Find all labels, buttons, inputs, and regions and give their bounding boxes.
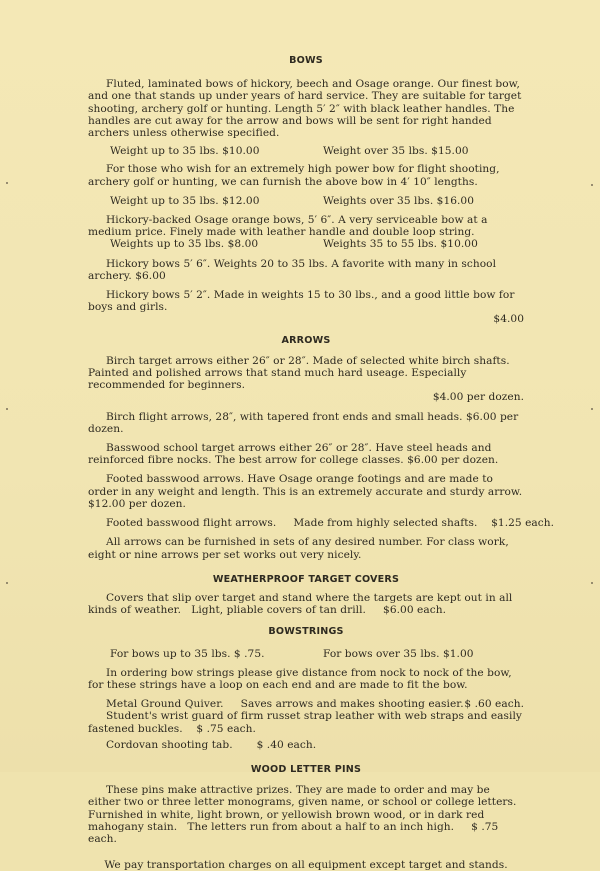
bowstrings-price-heavy: For bows over 35 lbs. $1.00 [323, 647, 474, 660]
bowstrings-price-row [88, 648, 524, 660]
quiver-text: Metal Ground Quiver. Saves arrows and makes shooting easier. [106, 698, 464, 711]
arrows-heading: ARROWS [281, 334, 331, 346]
bows-osage-price-heavy: Weights 35 to 55 lbs. $10.00 [323, 238, 478, 251]
paper-speck [591, 582, 593, 584]
bows-price-row-3 [88, 238, 524, 250]
catalog-text [88, 52, 555, 871]
paper-speck [6, 582, 8, 584]
pins-text: These pins make attractive prizes. They are made to order and may be either two or three letter monograms, given name, or school or college letters. Furnished in white, light brown, or yellowish brown wood, or in dark red mahogany stain. The letters run from about a half to an inch high. $ .75 each. [88, 784, 520, 845]
bows-hickory-5-6: Hickory bows 5′ 6″. Weights 20 to 35 lbs. A favorite with many in school archery. $6.00 [88, 257, 497, 282]
bows-hickory-backed: Hickory-backed Osage orange bows, 5′ 6″. A very serviceable bow at a medium price. Finely made with leather handle and double loop string. [88, 214, 488, 239]
covers-heading: WEATHERPROOF TARGET COVERS [212, 573, 400, 585]
bows-hickory-5-2: Hickory bows 5′ 2″. Made in weights 15 to 30 lbs., and a good little bow for boys and girls. [88, 289, 515, 314]
arrows-sets: All arrows can be furnished in sets of any desired number. For class work, eight or nine arrows per set works out very nicely. [88, 536, 509, 561]
paper-speck [591, 184, 593, 186]
bows-price-light: Weight up to 35 lbs. $10.00 [110, 145, 260, 158]
shooting-tab: Cordovan shooting tab. $ .40 each. [106, 738, 317, 751]
bows-flight: For those who wish for an extremely high power bow for flight shooting, archery golf or hunting, we can furnish the above bow in 4′ 10″ lengths. [88, 163, 500, 188]
arrows-footed-flight: Footed basswood flight arrows. Made from highly selected shafts. $1.25 each. [106, 517, 555, 530]
paper-speck [591, 408, 593, 410]
paper-speck [6, 408, 8, 410]
bows-heading: BOWS [289, 55, 323, 66]
bows-price-row-1 [88, 145, 524, 157]
quiver-price: $ .60 each. [464, 698, 524, 711]
bows-price-row-2 [88, 195, 524, 207]
arrows-basswood-school: Basswood school target arrows either 26″ or 28″. Have steel heads and reinforced fibre nocks. The best arrow for college classes. $6.00 per dozen. [88, 442, 499, 467]
bows-price-heavy: Weight over 35 lbs. $15.00 [323, 145, 469, 158]
arrows-birch-target: Birch target arrows either 26″ or 28″. Made of selected white birch shafts. Painted and polished arrows that stand much hard useage. Especially recommended for beginners. [88, 354, 510, 392]
bows-hickory-5-2-price: $4.00 [493, 313, 524, 326]
bows-flight-price-heavy: Weights over 35 lbs. $16.00 [323, 194, 475, 207]
bows-flight-price-light: Weight up to 35 lbs. $12.00 [110, 194, 260, 207]
bows-osage-price-light: Weights up to 35 lbs. $8.00 [110, 238, 259, 251]
bowstrings-heading: BOWSTRINGS [268, 626, 344, 638]
footer-note: We pay transportation charges on all equipment except target and stands. [104, 859, 508, 871]
wrist-guard: Student's wrist guard of firm russet strap leather with web straps and easily fastened buckles. $ .75 each. [88, 710, 526, 735]
covers-text: Covers that slip over target and stand where the targets are kept out in all kinds of weather. Light, pliable covers of tan drill. $6.00 each. [88, 591, 516, 617]
arrows-birch-flight: Birch flight arrows, 28″, with tapered front ends and small heads. $6.00 per dozen. [88, 410, 519, 435]
bowstrings-price-light: For bows up to 35 lbs. $ .75. [110, 647, 265, 660]
quiver-row [88, 698, 524, 710]
bowstrings-ordering: In ordering bow strings please give distance from nock to nock of the bow, for these strings have a loop on each end and are made to fit the bow. [88, 666, 512, 691]
arrows-birch-target-price: $4.00 per dozen. [432, 391, 524, 404]
paper-speck [6, 182, 8, 184]
bows-intro: Fluted, laminated bows of hickory, beech and Osage orange. Our finest bow, and one that stands up under years of hard service. They are suitable for target shooting, archery golf or hunting. Length 5′ 2″ with black leather handles. The handles are cut away for the arrow and bows will be sent for right handed archers unless otherwise specified. [88, 78, 522, 140]
pins-heading: WOOD LETTER PINS [250, 763, 362, 775]
arrows-footed: Footed basswood arrows. Have Osage orange footings and are made to order in any weight and length. This is an extremely accurate and sturdy arrow. $12.00 per dozen. [88, 473, 523, 510]
